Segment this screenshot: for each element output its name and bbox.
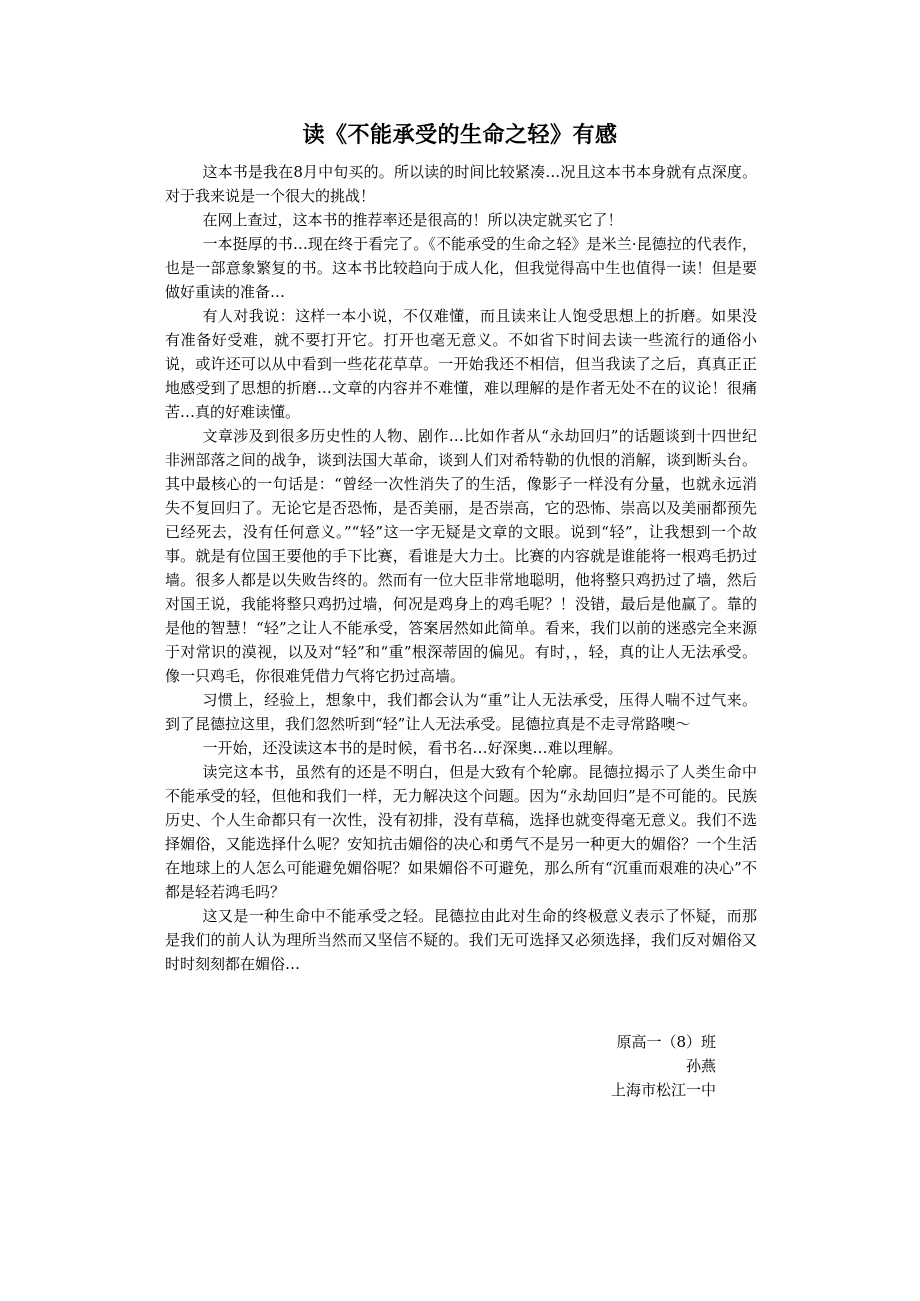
paragraph-2: 在网上查过，这本书的推荐率还是很高的！所以决定就买它了！	[202, 211, 623, 229]
paragraph-7: 一开始，还没读这本书的是时候，看书名…好深奥…难以理解。	[202, 739, 623, 757]
paragraph-5: 文章涉及到很多历史性的人物、剧作…比如作者从“永劫回归”的话题谈到十四世纪非洲部落之间的战争，谈到法国大革命，谈到人们对希特勒的仇恨的消解，谈到断头台。其中最核心的一句话是：“曾经一次性消失了的生活，像影子一样没有分量，也就永远消失不复回归了。无论它是否恐怖，是否美丽，是否崇高，它的恐怖、崇高以及美丽都预先已经死去，没有任何意义。”“轻”这一字无疑是文章的文眼。说到“轻”，让我想到一个故事。就是有位国王要他的手下比赛，看谁是大力士。比赛的内容就是谁能将一根鸡毛扔过墙。很多人都是以失败告终的。然而有一位大臣非常地聪明，他将整只鸡扔过了墙，然后对国王说，我能将整只鸡扔过墙，何况是鸡身上的鸡毛呢？！没错，最后是他赢了。靠的是他的智慧！“轻”之让人不能承受，答案居然如此简单。看来，我们以前的迷惑完全来源于对常识的漠视，以及对“轻”和“重”根深蒂固的偏见。有时，，轻，真的让人无法承受。像一只鸡毛，你很难凭借力气将它扔过高墙。	[165, 427, 757, 685]
paragraph-8: 读完这本书，虽然有的还是不明白，但是大致有个轮廓。昆德拉揭示了人类生命中不能承受的轻，但他和我们一样，无力解决这个问题。因为“永劫回归”是不可能的。民族历史、个人生命都只有一次性，没有初排，没有草稿，选择也就变得毫无意义。我们不选择媚俗，又能选择什么呢？安知抗击媚俗的决心和勇气不是另一种更大的媚俗？一个生活在地球上的人怎么可能避免媚俗呢？如果媚俗不可避免，那么所有“沉重而艰难的决心”不都是轻若鸿毛吗？	[165, 763, 757, 901]
signature-author: 孙燕	[685, 1057, 716, 1075]
paragraph-6: 习惯上，经验上，想象中，我们都会认为“重”让人无法承受，压得人喘不过气来。到了昆德拉这里，我们忽然听到“轻”让人无法承受。昆德拉真是不走寻常路噢～	[165, 691, 757, 733]
signature-class: 原高一（8）班	[616, 1033, 716, 1051]
paragraph-9: 这又是一种生命中不能承受之轻。昆德拉由此对生命的终极意义表示了怀疑，而那是我们的前人认为理所当然而又坚信不疑的。我们无可选择又必须选择，我们反对媚俗又时时刻刻都在媚俗…	[165, 907, 757, 973]
document-body	[165, 160, 757, 976]
signature-block	[520, 1030, 716, 1102]
paragraph-3: 一本挺厚的书…现在终于看完了。《不能承受的生命之轻》是米兰·昆德拉的代表作，也是一部意象繁复的书。这本书比较趋向于成人化，但我觉得高中生也值得一读！但是要做好重读的准备…	[165, 235, 757, 301]
paragraph-4: 有人对我说：这样一本小说，不仅难懂，而且读来让人饱受思想上的折磨。如果没有准备好受难，就不要打开它。打开也毫无意义。不如省下时间去读一些流行的通俗小说，或许还可以从中看到一些花花草草。一开始我还不相信，但当我读了之后，真真正正地感受到了思想的折磨…文章的内容并不难懂，难以理解的是作者无处不在的议论！很痛苦…真的好难读懂。	[165, 307, 757, 421]
signature-school: 上海市松江一中	[610, 1081, 716, 1099]
paragraph-1: 这本书是我在8月中旬买的。所以读的时间比较紧凑…况且这本书本身就有点深度。对于我来说是一个很大的挑战！	[165, 163, 757, 205]
document-title: 读《不能承受的生命之轻》有感	[302, 123, 618, 148]
